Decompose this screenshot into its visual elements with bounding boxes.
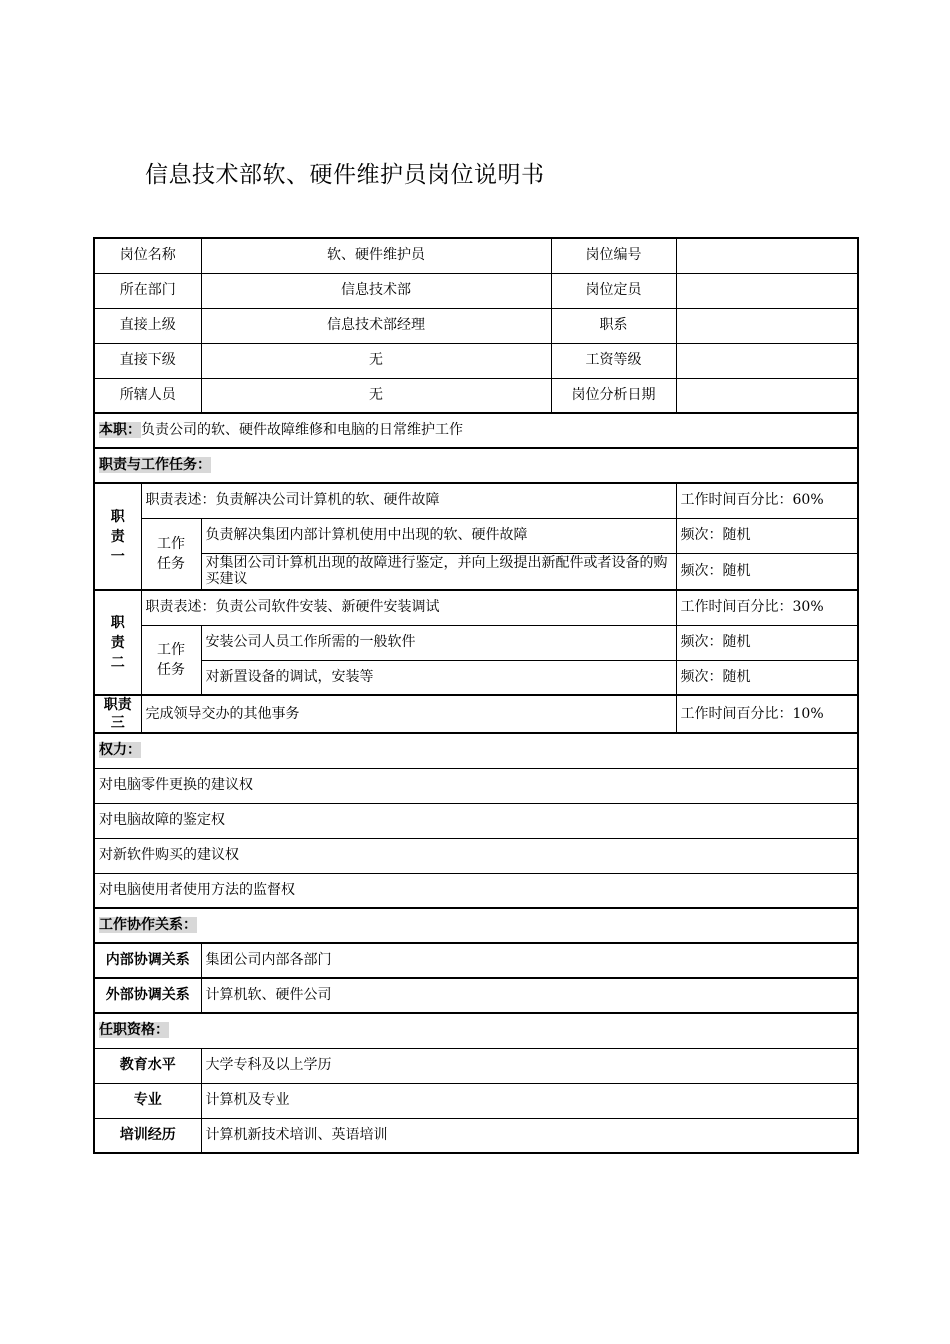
task-frequency: 频次：随机	[676, 660, 858, 695]
qual-value: 大学专科及以上学历	[201, 1048, 858, 1083]
power-header: 权力：	[99, 742, 141, 759]
relation-label: 外部协调关系	[94, 978, 201, 1013]
basic-label: 职系	[551, 308, 676, 343]
duties-header: 职责与工作任务：	[99, 457, 211, 473]
relation-value: 计算机软、硬件公司	[201, 978, 858, 1013]
duty-description: 完成领导交办的其他事务	[141, 695, 676, 733]
basic-value	[676, 238, 858, 273]
task-label-line: 任务	[157, 555, 185, 572]
basic-label: 工资等级	[551, 343, 676, 378]
basic-value: 信息技术部经理	[201, 308, 551, 343]
basic-value	[676, 308, 858, 343]
duty-description: 职责表述：负责解决公司计算机的软、硬件故障	[141, 483, 676, 518]
duty-name-line: 责	[110, 528, 125, 545]
job-description-table	[93, 237, 859, 1154]
power-header-row	[94, 733, 858, 768]
qual-value: 计算机新技术培训、英语培训	[201, 1118, 858, 1153]
duty-row	[94, 483, 858, 518]
power-row	[94, 838, 858, 873]
qual-value: 计算机及专业	[201, 1083, 858, 1118]
basic-row	[94, 238, 858, 273]
power-row	[94, 873, 858, 908]
task-text: 对集团公司计算机出现的故障进行鉴定，并向上级提出新配件或者设备的购买建议	[201, 553, 676, 590]
basic-label: 岗位分析日期	[551, 378, 676, 413]
main-duty-row	[94, 413, 858, 448]
basic-value	[676, 343, 858, 378]
page-title: 信息技术部软、硬件维护员岗位说明书	[145, 162, 545, 188]
duty-name-line: 三	[110, 715, 125, 731]
task-text: 安装公司人员工作所需的一般软件	[201, 625, 676, 660]
duty-name	[94, 483, 141, 590]
task-label-line: 工作	[157, 535, 185, 552]
basic-value	[676, 378, 858, 413]
task-text: 对新置设备的调试，安装等	[201, 660, 676, 695]
qual-header-row	[94, 1013, 858, 1048]
duty-name-line: 二	[110, 654, 125, 671]
basic-label: 直接上级	[94, 308, 201, 343]
job-description-sheet	[93, 237, 857, 1154]
power-item: 对电脑零件更换的建议权	[94, 768, 858, 803]
basic-row	[94, 273, 858, 308]
task-row	[94, 660, 858, 695]
duty-row	[94, 590, 858, 625]
duty-percentage: 工作时间百分比：60%	[676, 483, 858, 518]
duty-name-line: 责	[110, 634, 125, 651]
task-label	[141, 625, 201, 695]
qual-header-cell	[94, 1013, 858, 1048]
task-row	[94, 518, 858, 553]
task-frequency: 频次：随机	[676, 518, 858, 553]
basic-label: 岗位名称	[94, 238, 201, 273]
basic-label: 所在部门	[94, 273, 201, 308]
relations-header-row	[94, 908, 858, 943]
relations-header-cell	[94, 908, 858, 943]
basic-value: 无	[201, 343, 551, 378]
power-row	[94, 768, 858, 803]
relations-header: 工作协作关系：	[99, 917, 197, 933]
basic-label: 直接下级	[94, 343, 201, 378]
task-frequency: 频次：随机	[676, 625, 858, 660]
basic-label: 岗位编号	[551, 238, 676, 273]
basic-label: 岗位定员	[551, 273, 676, 308]
power-item: 对新软件购买的建议权	[94, 838, 858, 873]
relation-row	[94, 978, 858, 1013]
main-duty-label: 本职：	[99, 422, 141, 438]
power-item: 对电脑使用者使用方法的监督权	[94, 873, 858, 908]
task-frequency: 频次：随机	[676, 553, 858, 590]
duty-name	[94, 590, 141, 695]
duty-name-line: 职责	[103, 697, 132, 713]
main-duty-text: 负责公司的软、硬件故障维修和电脑的日常维护工作	[141, 422, 463, 438]
qual-label: 教育水平	[94, 1048, 201, 1083]
power-row	[94, 803, 858, 838]
task-label-line: 任务	[157, 661, 185, 678]
relation-value: 集团公司内部各部门	[201, 943, 858, 978]
basic-value: 无	[201, 378, 551, 413]
task-row	[94, 625, 858, 660]
duty-name-line: 职	[110, 508, 125, 525]
task-label-line: 工作	[157, 641, 185, 658]
qual-label: 专业	[94, 1083, 201, 1118]
power-item: 对电脑故障的鉴定权	[94, 803, 858, 838]
duty-name-line: 一	[110, 548, 125, 565]
duties-header-cell	[94, 448, 858, 483]
power-header-cell	[94, 733, 858, 768]
basic-row	[94, 308, 858, 343]
basic-row	[94, 343, 858, 378]
qual-row	[94, 1048, 858, 1083]
relation-label: 内部协调关系	[94, 943, 201, 978]
duty-percentage: 工作时间百分比：30%	[676, 590, 858, 625]
basic-row	[94, 378, 858, 413]
duty-description: 职责表述：负责公司软件安装、新硬件安装调试	[141, 590, 676, 625]
qual-row	[94, 1118, 858, 1153]
basic-label: 所辖人员	[94, 378, 201, 413]
qual-label: 培训经历	[94, 1118, 201, 1153]
qual-row	[94, 1083, 858, 1118]
task-label	[141, 518, 201, 590]
relation-row	[94, 943, 858, 978]
main-duty-cell	[94, 413, 858, 448]
duty-name-line: 职	[110, 614, 125, 631]
duty-name	[94, 695, 141, 733]
duties-header-row	[94, 448, 858, 483]
basic-value	[676, 273, 858, 308]
qual-header: 任职资格：	[99, 1022, 169, 1039]
basic-value: 信息技术部	[201, 273, 551, 308]
duty-percentage: 工作时间百分比：10%	[676, 695, 858, 733]
task-row	[94, 553, 858, 590]
basic-value: 软、硬件维护员	[201, 238, 551, 273]
task-text: 负责解决集团内部计算机使用中出现的软、硬件故障	[201, 518, 676, 553]
duty-row	[94, 695, 858, 733]
